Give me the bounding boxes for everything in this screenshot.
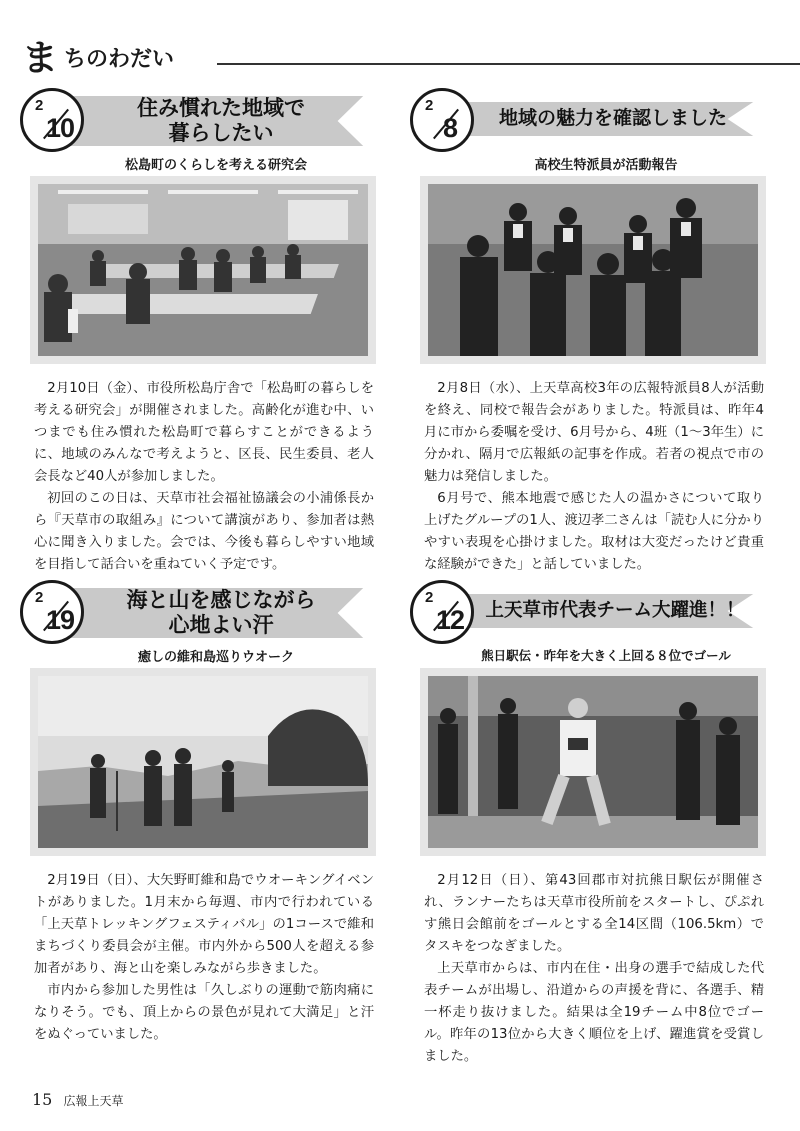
article-paragraph: 2月12日（日）、第43回郡市対抗熊日駅伝が開催され、ランナーたちは天草市役所前をスタートし、ぴぷれす熊日会館前をゴールとする全14区間（106.5km）でタスキをつなぎました。: [424, 873, 764, 954]
article-headline: [96, 588, 346, 638]
article-body: [424, 378, 764, 576]
date-day: 10: [45, 113, 74, 143]
date-badge: [20, 88, 84, 152]
section-title-large: ま: [22, 38, 58, 79]
article-headline: [96, 96, 346, 146]
article-study-group: [20, 88, 376, 572]
headline-line-1: 上天草市代表チーム大躍進！！: [485, 600, 745, 621]
headline-line-2: 暮らしたい: [168, 121, 274, 145]
headline-line-1: 地域の魅力を確認しました: [498, 107, 727, 129]
date-day: 19: [45, 605, 74, 635]
article-body: [424, 870, 764, 1068]
article-paragraph: 2月19日（日）、大矢野町維和島でウオーキングイベントがありました。1月末から毎週、市内で行われている「上天草トレッキングフェスティバル」の1コースで維和まちづくり委員会が主催。市内外から500人を超える参加者があり、海と山を楽しみながら歩きました。: [34, 873, 374, 976]
article-photo: [420, 176, 766, 364]
article-subhead: 熊日駅伝・昨年を大きく上回る８位でゴール: [481, 648, 731, 663]
header-rule: [217, 63, 800, 65]
article-body: [34, 870, 374, 1046]
date-month: 2: [425, 97, 434, 114]
article-walking-event: [20, 580, 376, 1080]
page-footer: [32, 1090, 123, 1109]
headline-line-1: 海と山を感じながら: [126, 588, 316, 612]
article-photo: [420, 668, 766, 856]
article-body: [34, 378, 374, 576]
date-day: 8: [442, 113, 457, 143]
article-photo: [30, 668, 376, 856]
article-student-reporters: [410, 88, 766, 572]
article-ekiden: [410, 580, 766, 1080]
publication-name: 広報上天草: [63, 1094, 124, 1108]
article-subhead: 癒しの維和島巡りウオーク: [137, 650, 294, 665]
page-header: [22, 30, 800, 80]
article-headline: [480, 598, 750, 623]
headline-line-2: 心地よい汗: [168, 613, 274, 637]
article-paragraph: 市内から参加した男性は「久しぶりの運動で筋肉痛になりそう。でも、頂上からの景色が見れて大満足」と汗をぬぐっていました。: [34, 983, 374, 1042]
date-month: 2: [35, 97, 44, 114]
article-headline: [480, 106, 746, 131]
date-day: 12: [435, 605, 464, 635]
date-badge: [410, 88, 474, 152]
article-subhead: 高校生特派員が活動報告: [534, 158, 678, 173]
article-photo: [30, 176, 376, 364]
article-paragraph: 初回のこの日は、天草市社会福祉協議会の小浦係長から『天草市の取組み』について講演があり、参加者は熱心に聞き入りました。会では、今後も暮らしやすい地域を目指して話合いを重ねていく予定です。: [34, 491, 374, 572]
article-paragraph: 上天草市からは、市内在住・出身の選手で結成した代表チームが出場し、沿道からの声援を背に、各選手、精一杯走り抜けました。結果は全19チーム中8位でゴール。昨年の13位から大きく順位を上げ、躍進賞を受賞しました。: [424, 961, 764, 1064]
article-paragraph: 6月号で、熊本地震で感じた人の温かさについて取り上げたグループの1人、渡辺孝二さんは「読む人に分かりやすい表現を心掛けました。取材は大変だったけど貴重な経験ができた」と話していました。: [424, 491, 764, 572]
article-paragraph: 2月10日（金）、市役所松島庁舎で「松島町の暮らしを考える研究会」が開催されました。高齢化が進む中、いつまでも住み慣れた松島町で暮らすことができるように、地域のみんなで考えようと、区長、民生委員、老人会長など40人が参加しました。: [34, 381, 374, 484]
article-paragraph: 2月8日（水）、上天草高校3年の広報特派員8人が活動を終え、同校で報告会がありました。特派員は、昨年4月に市から委嘱を受け、6月号から、4班（1～3年生）に分かれ、隔月で広報紙の記事を作成。若者の視点で市の魅力は発信しました。: [424, 381, 764, 484]
date-month: 2: [425, 589, 434, 606]
date-badge: [20, 580, 84, 644]
date-month: 2: [35, 589, 44, 606]
article-subhead: 松島町のくらしを考える研究会: [124, 158, 307, 173]
section-title-small: ちのわだい: [64, 47, 175, 72]
headline-line-1: 住み慣れた地域で: [137, 96, 305, 120]
date-badge: [410, 580, 474, 644]
page-number: 15: [32, 1090, 53, 1109]
